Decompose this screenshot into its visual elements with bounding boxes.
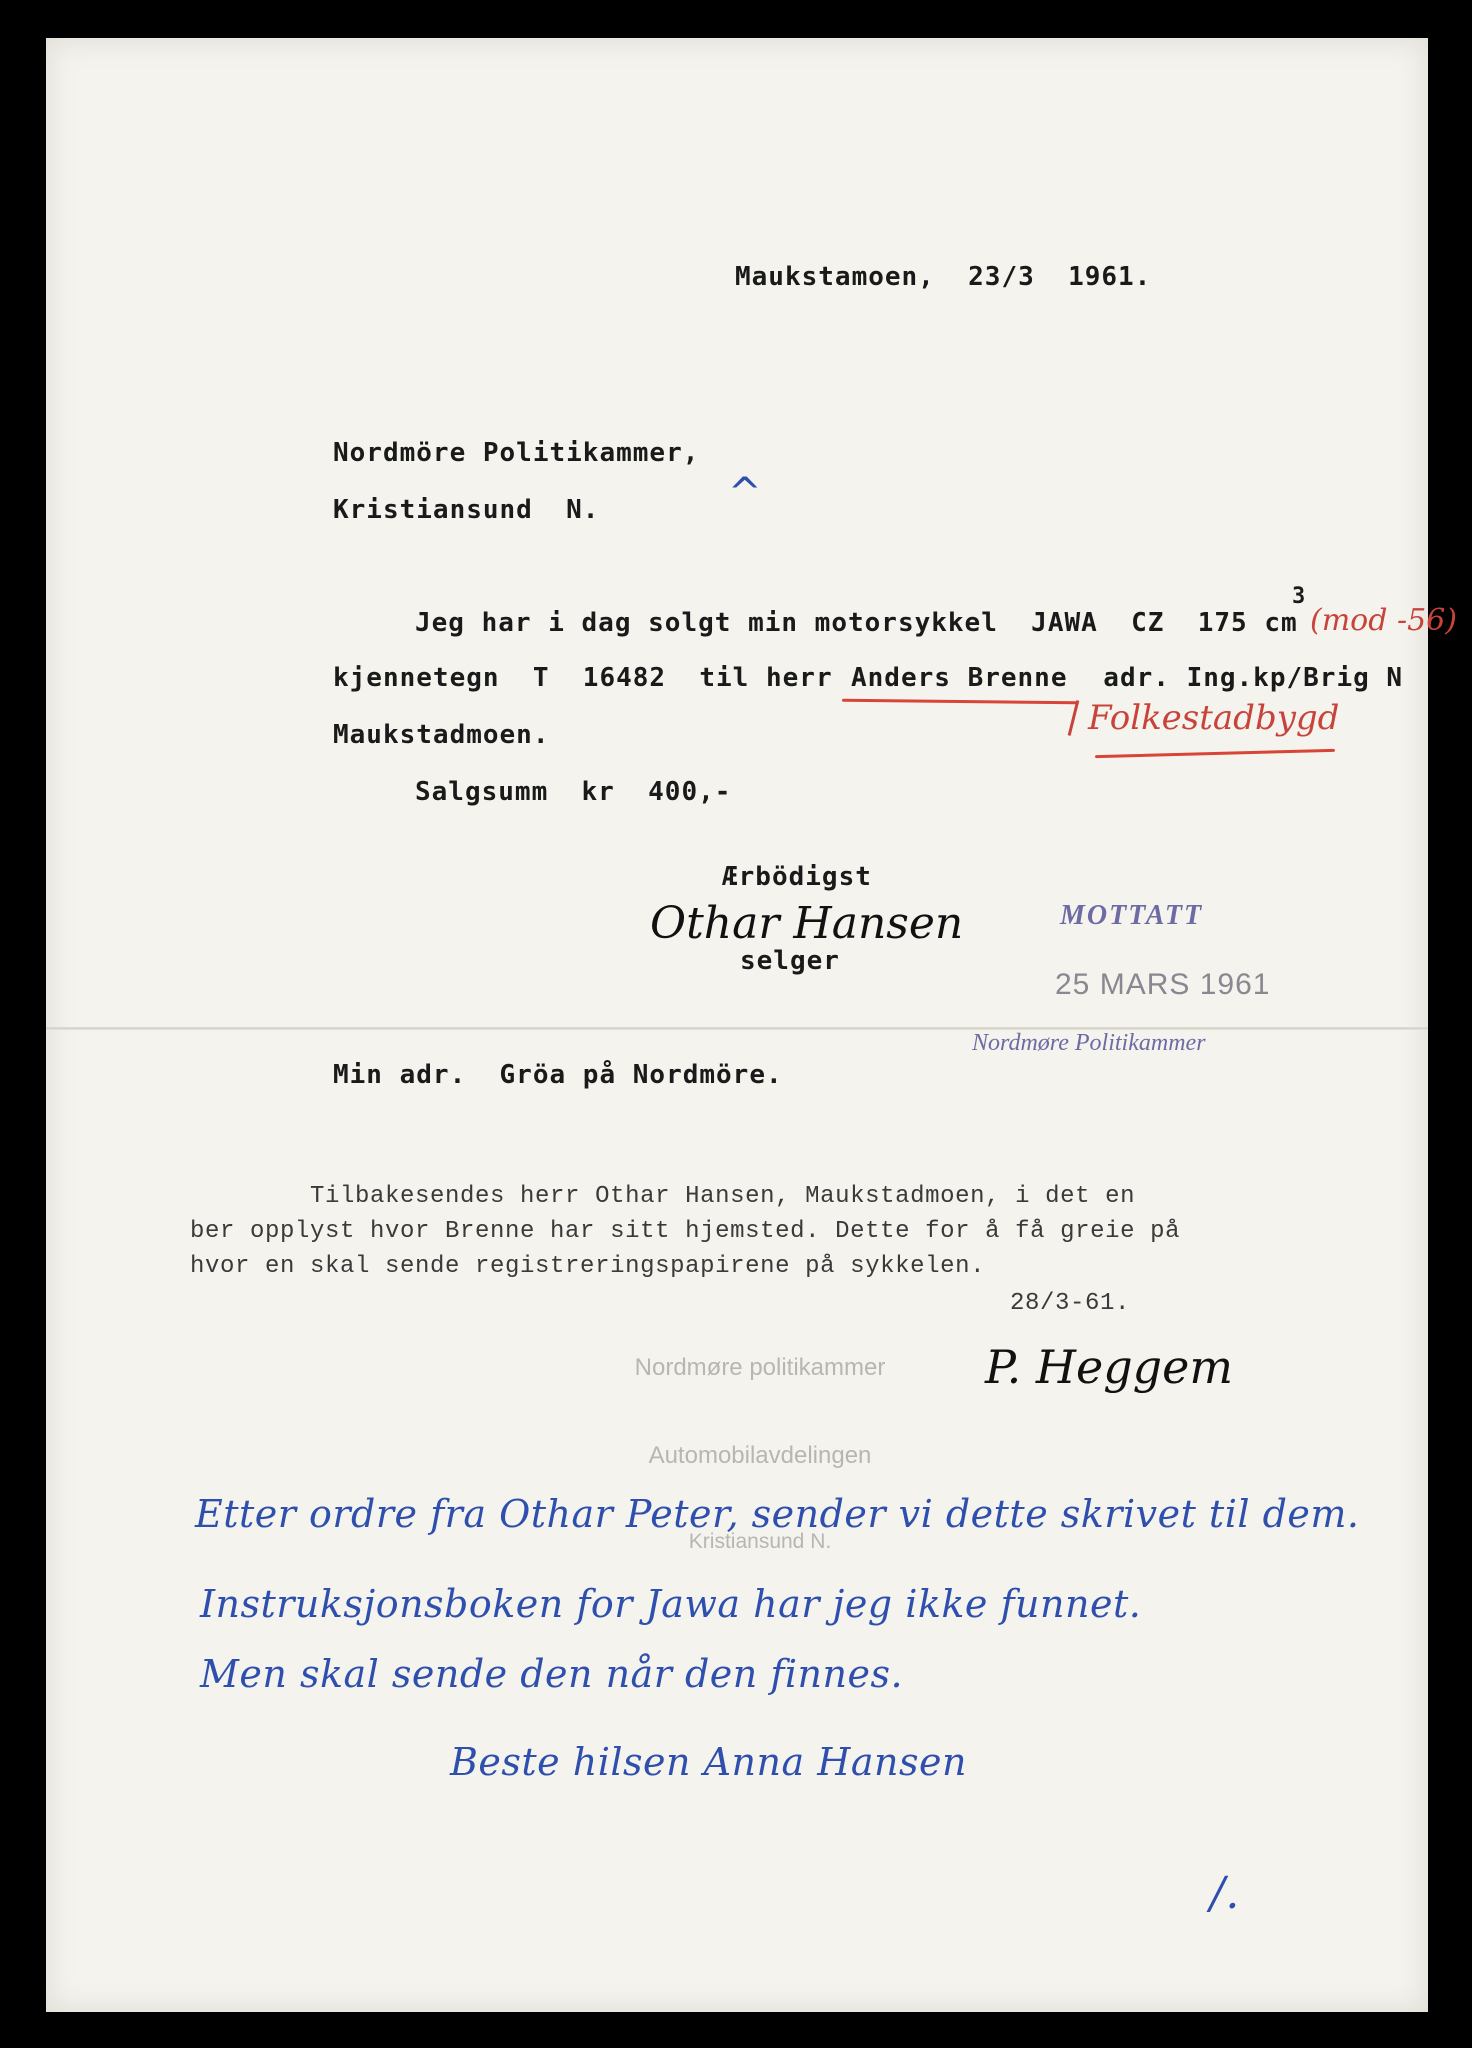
note-line-3: Men skal sende den når den finnes. xyxy=(200,1652,904,1696)
reply-stamp-line-3: Kristiansund N. xyxy=(688,1530,832,1553)
reply-line-3: hvor en skal sende registreringspapirene på sykkelen. xyxy=(190,1253,986,1280)
note-line-4: Beste hilsen Anna Hansen xyxy=(450,1740,967,1784)
reply-line-1: Tilbakesendes herr Othar Hansen, Maukstadmoen, i det en xyxy=(190,1183,1136,1210)
recipient-line-1: Nordmöre Politikammer, xyxy=(333,438,700,468)
received-stamp-date: 25 MARS 1961 xyxy=(1055,968,1271,1001)
seller-address: Min adr. Gröa på Nordmöre. xyxy=(333,1060,783,1090)
received-stamp-title: MOTTATT xyxy=(1060,900,1204,931)
reply-stamp-line-2: Automobilavdelingen xyxy=(648,1442,872,1469)
reply-signature: P. Heggem xyxy=(985,1340,1233,1394)
reply-stamp xyxy=(560,1298,960,1582)
body-line-2a: kjennetegn T 16482 til herr xyxy=(333,663,850,693)
note-end-mark: /. xyxy=(1210,1868,1240,1919)
note-line-2: Instruksjonsboken for Jawa har jeg ikke funnet. xyxy=(200,1582,1142,1626)
letter-paper xyxy=(46,38,1428,2012)
signer-role: selger xyxy=(740,946,840,976)
received-stamp-office: Nordmøre Politikammer xyxy=(972,1030,1206,1056)
body-line-3: Maukstadmoen. xyxy=(333,720,550,750)
body-line-2b: adr. Ing.kp/Brig N xyxy=(1070,663,1404,693)
reply-stamp-line-1: Nordmøre politikammer xyxy=(634,1354,886,1381)
body-superscript: 3 xyxy=(1292,584,1307,609)
caret-mark: ^ xyxy=(728,470,762,516)
seller-signature: Othar Hansen xyxy=(650,898,964,949)
address-note: Folkestadbygd xyxy=(1088,698,1340,738)
reply-date: 28/3-61. xyxy=(1010,1290,1131,1317)
note-line-1: Etter ordre fra Othar Peter, sender vi dette skrivet til dem. xyxy=(195,1492,1360,1536)
body-line-1: Jeg har i dag solgt min motorsykkel JAWA CZ 175 cm xyxy=(415,608,1298,638)
place-date: Maukstamoen, 23/3 1961. xyxy=(735,262,1152,292)
reply-line-2: ber opplyst hvor Brenne har sitt hjemsted. Dette for å få greie på xyxy=(190,1218,1181,1245)
closing: Ærbödigst xyxy=(722,862,872,892)
recipient-line-2: Kristiansund N. xyxy=(333,495,600,525)
body-line-4: Salgsumm kr 400,- xyxy=(415,777,732,807)
model-year-note: (mod -56) xyxy=(1310,603,1457,638)
buyer-name: Anders Brenne xyxy=(851,663,1068,693)
fold-crease xyxy=(46,1027,1428,1030)
